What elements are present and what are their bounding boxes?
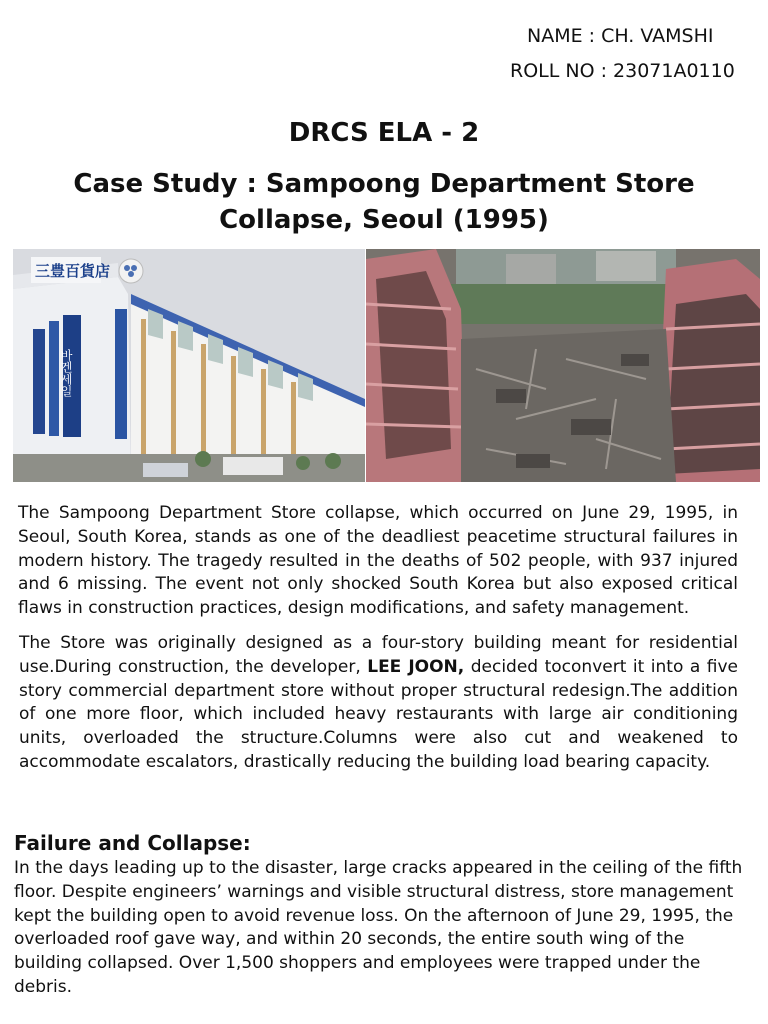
intro-paragraph: The Sampoong Department Store collapse, which occurred on June 29, 1995, in Seoul, South Korea, stands as one of the deadliest peacetime structural failures in modern history. The tragedy resulted in the deaths of 502 people, with 937 injured and 6 missing. The event not only shocked South Korea but also exposed critical flaws in construction practices, design modifications, and safety management. — [18, 503, 738, 619]
store-sign: 三豊百貨店 — [35, 262, 111, 280]
developer-name: LEE JOON, — [367, 656, 465, 677]
store-building-illustration — [13, 249, 365, 482]
failure-section-heading: Failure and Collapse: — [14, 831, 251, 855]
roll-number: ROLL NO : 23071A0110 — [510, 60, 735, 82]
design-change-paragraph — [19, 632, 738, 775]
failure-paragraph: In the days leading up to the disaster, large cracks appeared in the ceiling of the fifth floor. Despite engineers’ warnings and visible structural distress, store management kept the building open to avoid revenue loss. On the afternoon of June 29, 1995, the overloaded roof gave way, and within 20 seconds, the entire south wing of the building collapsed. Over 1,500 shoppers and employees were trapped under the debris. — [14, 858, 743, 997]
store-photo-before — [13, 249, 365, 482]
student-name: NAME : CH. VAMSHI — [527, 25, 714, 47]
case-study-title: Case Study : Sampoong Department Store Collapse, Seoul (1995) — [73, 169, 695, 235]
sale-banner: 바겐세일 — [59, 349, 73, 397]
page-title: DRCS ELA - 2 — [288, 118, 480, 148]
design-change-text-start: The Store was originally designed as a four-story building meant for residential use.During construction, the developer, — [19, 633, 738, 677]
collapse-aftermath-photo — [366, 249, 760, 482]
design-change-text-end: decided toconvert it into a five story commercial department store without proper structural redesign.The addition of one more floor, which included heavy restaurants with large air conditioning units, overloaded the structure.Columns were also cut and weakened to accommodate escalators, drastically reducing the building load bearing capacity. — [19, 656, 739, 772]
ruins-illustration — [366, 249, 760, 482]
